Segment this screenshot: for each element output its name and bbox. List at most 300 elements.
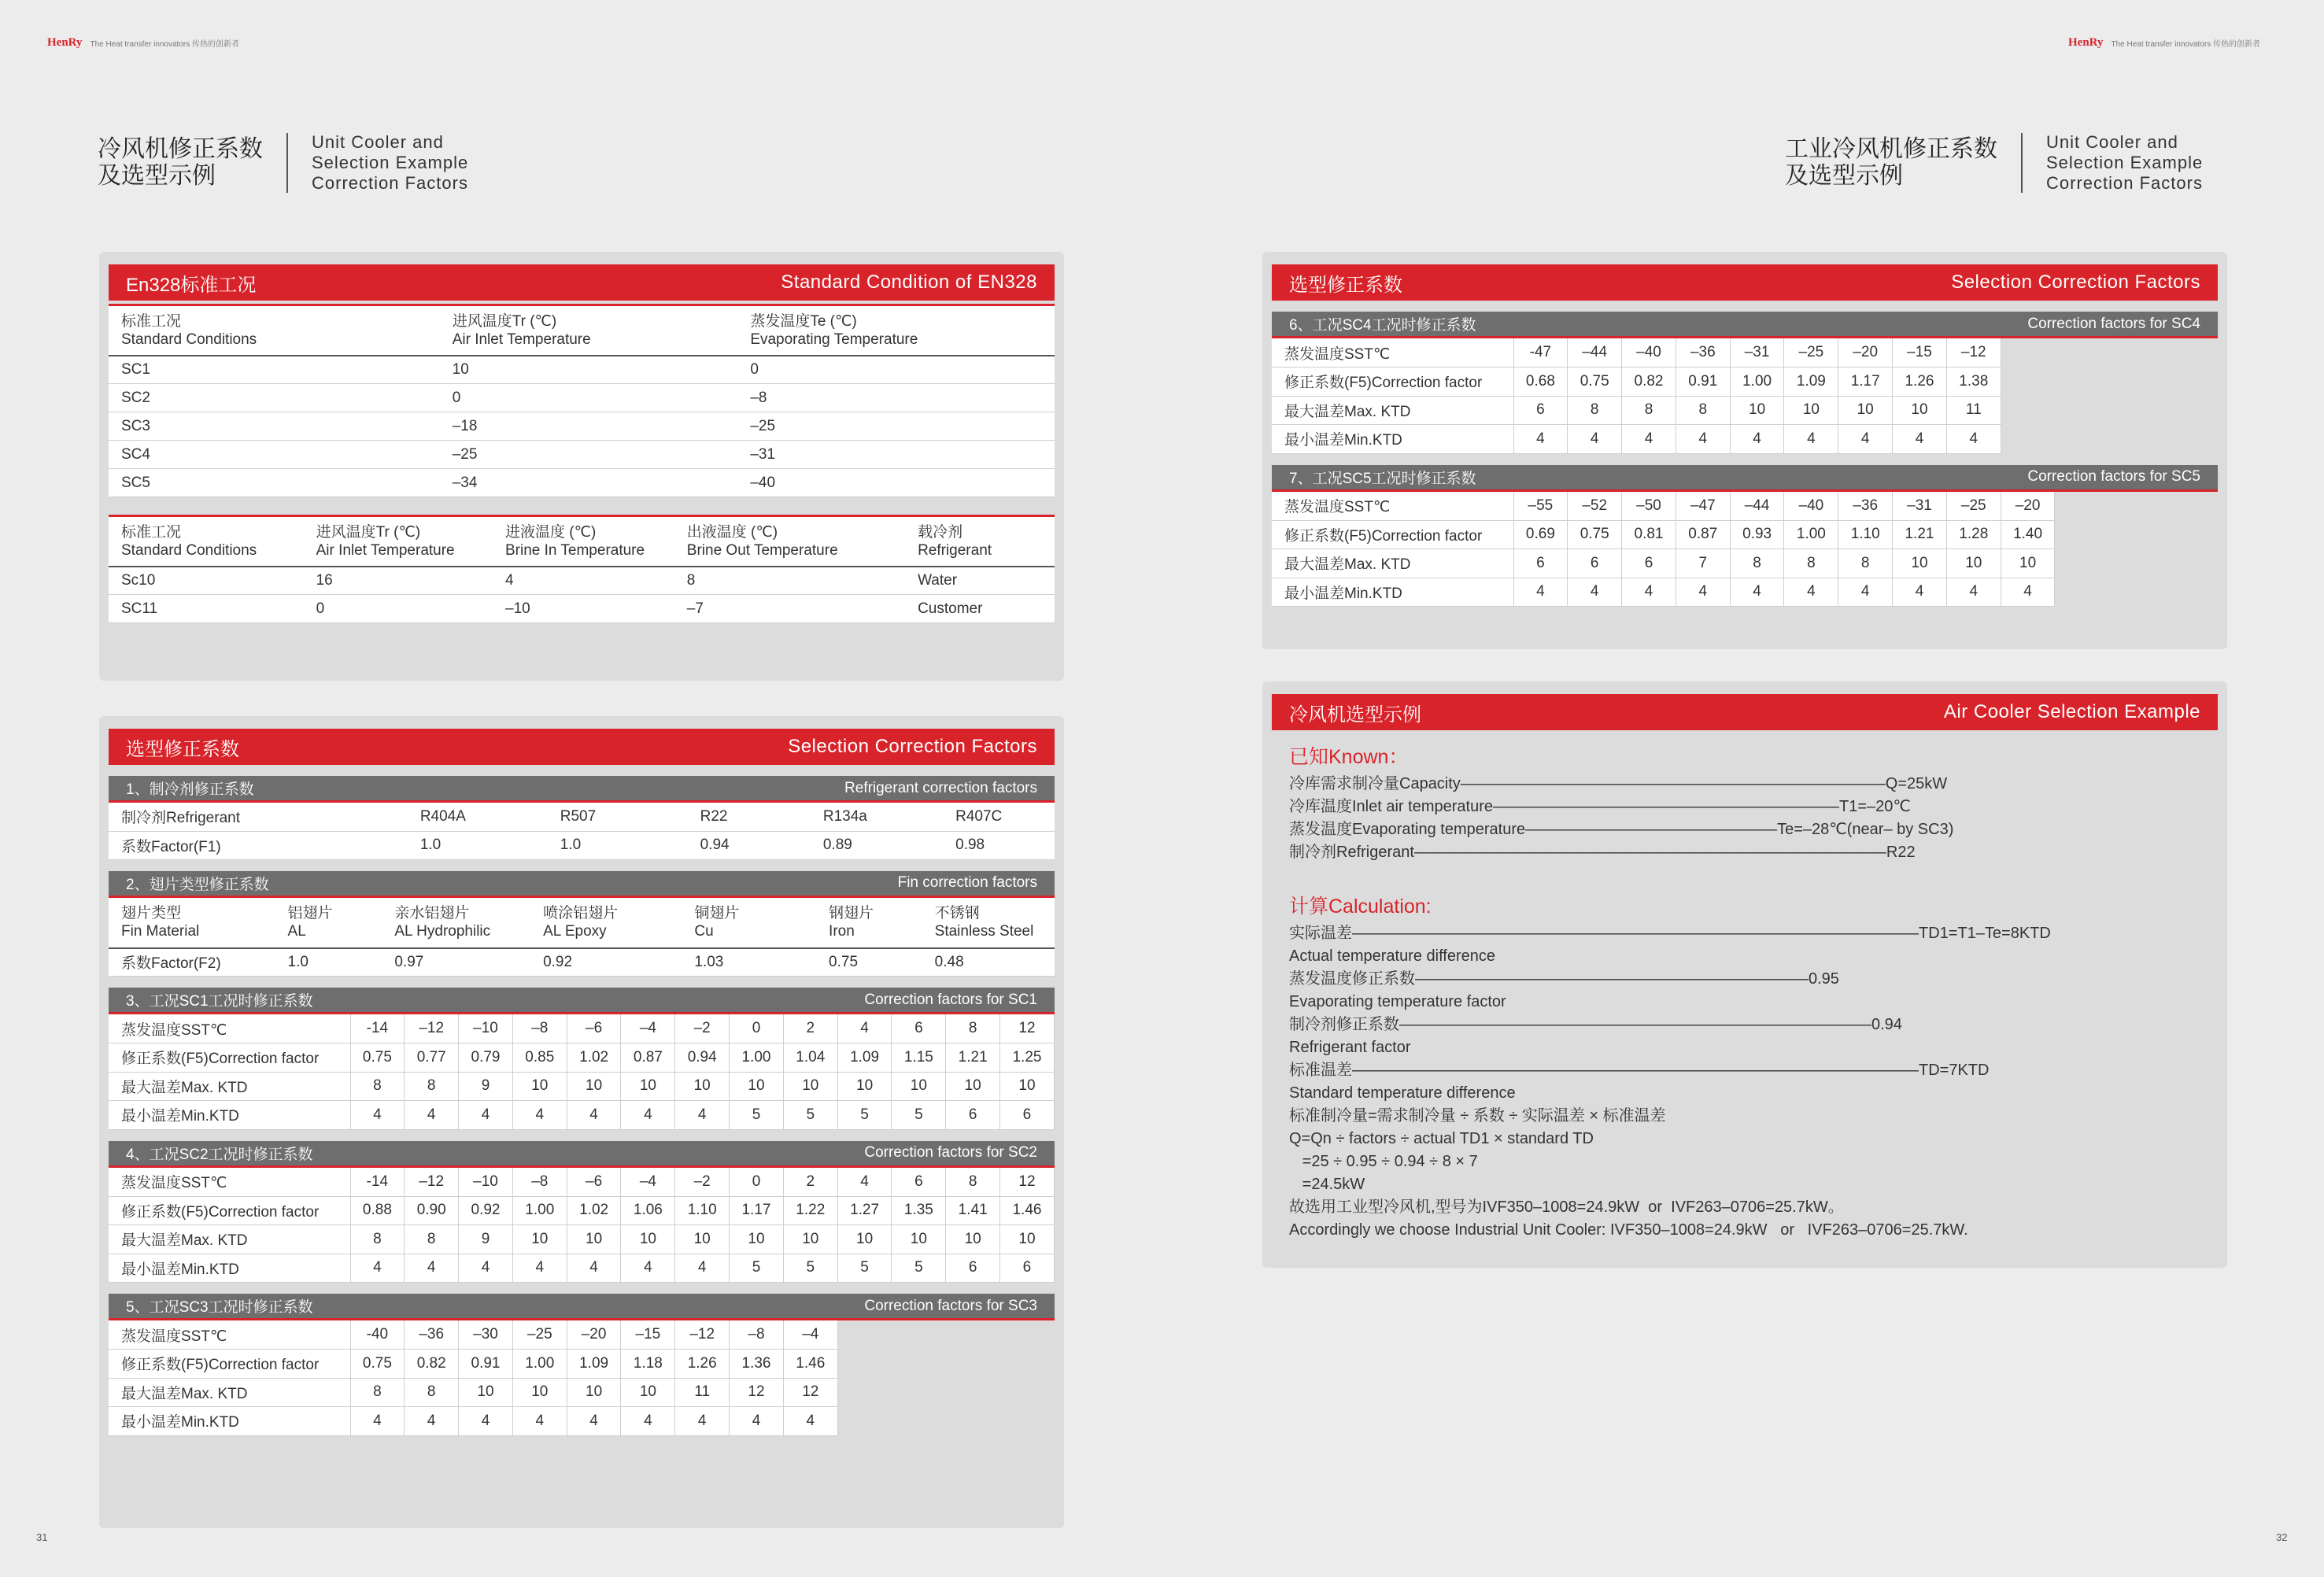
- table-cell: 0.75: [1568, 520, 1622, 549]
- known-line: 冷库需求制冷量Capacity———————————————————————————Q=25kW: [1289, 775, 1948, 792]
- row-label: 最小温差Min.KTD: [1272, 578, 1513, 607]
- table-cell: 12: [1000, 1168, 1055, 1197]
- table-cell: 1.21: [946, 1043, 1000, 1073]
- table-cell: 1.09: [837, 1043, 892, 1073]
- table-cell: 2: [783, 1168, 837, 1197]
- table-header-row: [109, 305, 1055, 356]
- table-cell: 0.81: [1622, 520, 1676, 549]
- table-cell: -14: [350, 1014, 405, 1043]
- table-cell: 1.15: [892, 1043, 946, 1073]
- table-cell: 6: [1000, 1254, 1055, 1283]
- table-cell: 4: [2001, 578, 2055, 607]
- row-label: 修正系数(F5)Correction factor: [1272, 520, 1513, 549]
- section-title-cn: 选型修正系数: [126, 738, 239, 760]
- table-cell: 8: [1568, 396, 1622, 425]
- table-cell: 10: [783, 1225, 837, 1254]
- table-row: SC5 –34 –40: [109, 469, 1055, 497]
- table-cell: 1.00: [1730, 367, 1784, 397]
- table-row: 系数Factor(F2) 1.0 0.97 0.92 1.03 0.75 0.48: [109, 948, 1055, 977]
- table-cell: 10: [621, 1225, 675, 1254]
- table-cell: 10: [512, 1225, 567, 1254]
- table-cell: 5: [892, 1101, 946, 1130]
- table-cell: –4: [621, 1014, 675, 1043]
- row-label: 修正系数(F5)Correction factor: [109, 1350, 350, 1379]
- table-cell: –10: [459, 1014, 513, 1043]
- subsection-title-cn: 3、工况SC1工况时修正系数: [126, 993, 313, 1010]
- table-row: 系数Factor(F1) 1.0 1.0 0.94 0.89 0.98: [109, 831, 1055, 859]
- table-cell: –2: [675, 1168, 730, 1197]
- table-row: [109, 1101, 1054, 1130]
- table-cell: 0.87: [621, 1043, 675, 1073]
- table-cell: 10: [837, 1225, 892, 1254]
- example-header: [1272, 694, 2218, 730]
- table-cell: 0.79: [459, 1043, 513, 1073]
- table-cell: 4: [837, 1168, 892, 1197]
- table-cell: 6: [1513, 396, 1568, 425]
- table-cell: 1.09: [567, 1350, 621, 1379]
- table-cell: –25: [512, 1320, 567, 1350]
- table-row: [109, 1168, 1054, 1197]
- table-cell: –36: [405, 1320, 459, 1350]
- table-cell: 4: [512, 1254, 567, 1283]
- table-row: [1272, 578, 2055, 607]
- row-label: 最大温差Max. KTD: [109, 1225, 350, 1254]
- table-cell: 8: [405, 1378, 459, 1407]
- section-title-en: Standard Condition of EN328: [781, 271, 1037, 293]
- calc-line: Evaporating temperature factor: [1289, 993, 1506, 1010]
- subsection-title-en: Correction factors for SC3: [864, 1297, 1037, 1314]
- table-cell: 0: [730, 1168, 784, 1197]
- table-cell: 4: [1513, 578, 1568, 607]
- table-cell: 4: [783, 1407, 837, 1436]
- table-row: [109, 1072, 1054, 1101]
- table-cell: 1.46: [783, 1350, 837, 1379]
- table-cell: –2: [675, 1014, 730, 1043]
- example-body: [1272, 730, 2218, 1242]
- section-title-cn: 冷风机选型示例: [1289, 704, 1421, 726]
- table-cell: 1.46: [1000, 1196, 1055, 1225]
- row-label: 最大温差Max. KTD: [1272, 549, 1513, 578]
- table-row: [109, 1407, 837, 1436]
- table-row: SC11 0 –10 –7 Customer: [109, 595, 1055, 623]
- table-cell: 4: [567, 1101, 621, 1130]
- col-header: 蒸发温度Te (℃) Evaporating Temperature: [737, 305, 1055, 356]
- table-cell: –55: [1513, 492, 1568, 521]
- title-cn: 工业冷风机修正系数 及选型示例: [1785, 136, 1997, 189]
- col-header: 出液温度 (℃) Brine Out Temperature: [674, 516, 905, 567]
- table-row: [109, 1254, 1054, 1283]
- table-cell: 4: [350, 1407, 405, 1436]
- table-row: [1272, 549, 2055, 578]
- table-cell: –52: [1568, 492, 1622, 521]
- table-cell: 4: [621, 1254, 675, 1283]
- table-cell: 1.18: [621, 1350, 675, 1379]
- table-cell: –44: [1730, 492, 1784, 521]
- table-row: [109, 1350, 837, 1379]
- table-cell: 9: [459, 1225, 513, 1254]
- title-divider: [286, 133, 288, 193]
- table-cell: –12: [675, 1320, 730, 1350]
- table-cell: 11: [1946, 396, 2001, 425]
- subsection-title-cn: 6、工况SC4工况时修正系数: [1289, 317, 1476, 334]
- table-cell: 0.75: [1568, 367, 1622, 397]
- table-cell: 4: [675, 1254, 730, 1283]
- table-cell: 4: [405, 1254, 459, 1283]
- table-cell: 10: [946, 1072, 1000, 1101]
- table-cell: 4: [1676, 578, 1730, 607]
- table-cell: 10: [512, 1072, 567, 1101]
- table-cell: 4: [567, 1407, 621, 1436]
- sc4-subheader: [1272, 312, 2218, 338]
- table-cell: –8: [512, 1014, 567, 1043]
- fin-subheader: [109, 871, 1055, 898]
- brand-logo: HenRy: [47, 36, 83, 49]
- title-divider: [2021, 133, 2023, 193]
- table-cell: 10: [1893, 396, 1947, 425]
- table-cell: 10: [892, 1225, 946, 1254]
- table-row: SC2 0 –8: [109, 384, 1055, 412]
- table-cell: 4: [567, 1254, 621, 1283]
- table-cell: 0.91: [459, 1350, 513, 1379]
- table-cell: 8: [350, 1378, 405, 1407]
- col-header: 标准工况 Standard Conditions: [109, 516, 304, 567]
- table-cell: 1.02: [567, 1043, 621, 1073]
- en328-table-2: [109, 515, 1055, 623]
- table-cell: 1.17: [1838, 367, 1893, 397]
- table-cell: –15: [1893, 338, 1947, 367]
- col-header: 进风温度Tr (℃) Air Inlet Temperature: [440, 305, 738, 356]
- table-cell: 4: [512, 1407, 567, 1436]
- table-cell: 4: [1568, 425, 1622, 454]
- en328-header: [109, 264, 1055, 301]
- section-title-en: Air Cooler Selection Example: [1943, 701, 2200, 722]
- table-cell: 4: [1730, 578, 1784, 607]
- table-cell: 1.17: [730, 1196, 784, 1225]
- known-line: 蒸发温度Evaporating temperature————————————————Te=–28℃(near– by SC3): [1289, 821, 1954, 838]
- table-cell: 10: [730, 1225, 784, 1254]
- table-cell: 10: [459, 1378, 513, 1407]
- table-cell: –12: [1946, 338, 2001, 367]
- en328-table-1: [109, 304, 1055, 497]
- fin-table: [109, 898, 1055, 977]
- calc-line: 蒸发温度修正系数—————————————————————————0.95: [1289, 970, 1839, 988]
- table-cell: 10: [1838, 396, 1893, 425]
- table-cell: 8: [1622, 396, 1676, 425]
- table-cell: –44: [1568, 338, 1622, 367]
- table-cell: 8: [405, 1225, 459, 1254]
- table-cell: 4: [1622, 578, 1676, 607]
- table-cell: 0.85: [512, 1043, 567, 1073]
- table-row: [109, 1320, 837, 1350]
- table-cell: –6: [567, 1014, 621, 1043]
- subsection-title-en: Correction factors for SC5: [2027, 468, 2200, 485]
- table-cell: 4: [675, 1407, 730, 1436]
- table-cell: 6: [892, 1168, 946, 1197]
- table-header-row: 翅片类型 Fin Material 铝翅片 AL 亲水铝翅片 AL Hydrophilic 喷涂铝翅片 AL Epoxy 铜翅片 Cu 钢翅片 Iron 不锈钢 Stainless Steel: [109, 898, 1055, 948]
- table-cell: –15: [621, 1320, 675, 1350]
- table-cell: 6: [892, 1014, 946, 1043]
- table-cell: –30: [459, 1320, 513, 1350]
- row-label: 最小温差Min.KTD: [109, 1254, 350, 1283]
- table-cell: –36: [1838, 492, 1893, 521]
- table-cell: 4: [1893, 578, 1947, 607]
- row-label: 蒸发温度SST℃: [109, 1168, 350, 1197]
- table-cell: –12: [405, 1168, 459, 1197]
- calc-line: 标准温差————————————————————————————————————TD=7KTD: [1289, 1062, 1990, 1079]
- calc-line: Accordingly we choose Industrial Unit Cooler: IVF350–1008=24.9kW or IVF263–0706=25.7kW.: [1289, 1221, 1968, 1239]
- title-en: Unit Cooler and Selection Example Correction Factors: [2046, 132, 2204, 193]
- table-cell: 1.00: [512, 1196, 567, 1225]
- table-cell: 0.75: [350, 1350, 405, 1379]
- table-cell: 6: [1622, 549, 1676, 578]
- calc-line: Standard temperature difference: [1289, 1084, 1516, 1102]
- table-row: [109, 1378, 837, 1407]
- subsection-title-cn: 2、翅片类型修正系数: [126, 876, 269, 893]
- table-row: [109, 1043, 1054, 1073]
- calc-line: =25 ÷ 0.95 ÷ 0.94 ÷ 8 × 7: [1289, 1153, 1478, 1170]
- subsection-title-cn: 5、工况SC3工况时修正系数: [126, 1299, 313, 1316]
- table-cell: 10: [675, 1225, 730, 1254]
- page-number-right: 32: [2276, 1531, 2288, 1543]
- table-cell: 0.82: [1622, 367, 1676, 397]
- table-cell: 10: [512, 1378, 567, 1407]
- calc-line: Refrigerant factor: [1289, 1039, 1411, 1056]
- calc-line: 标准制冷量=需求制冷量 ÷ 系数 ÷ 实际温差 × 标准温差: [1289, 1107, 1666, 1125]
- table-cell: 4: [1946, 425, 2001, 454]
- table-cell: 0.93: [1730, 520, 1784, 549]
- calc-line: Actual temperature difference: [1289, 947, 1496, 965]
- row-label: 修正系数(F5)Correction factor: [109, 1196, 350, 1225]
- table-cell: 6: [1000, 1101, 1055, 1130]
- table-cell: 4: [1784, 578, 1838, 607]
- calc-line: 故选用工业型冷风机,型号为IVF350–1008=24.9kW or IVF263–0706=25.7kW。: [1289, 1198, 1844, 1216]
- brand-left: [47, 36, 239, 50]
- table-cell: 4: [1946, 578, 2001, 607]
- table-cell: –31: [1730, 338, 1784, 367]
- table-cell: 10: [837, 1072, 892, 1101]
- table-cell: 8: [350, 1225, 405, 1254]
- table-header-row: [109, 516, 1055, 567]
- table-cell: 8: [350, 1072, 405, 1101]
- subsection-title-en: Correction factors for SC2: [864, 1144, 1037, 1161]
- table-cell: –4: [783, 1320, 837, 1350]
- table-cell: 5: [892, 1254, 946, 1283]
- table-cell: 10: [621, 1072, 675, 1101]
- table-cell: 4: [675, 1101, 730, 1130]
- table-cell: 8: [946, 1014, 1000, 1043]
- calc-line: Q=Qn ÷ factors ÷ actual TD1 × standard TD: [1289, 1130, 1594, 1147]
- table-cell: –40: [1784, 492, 1838, 521]
- table-cell: 0.88: [350, 1196, 405, 1225]
- table-cell: 10: [567, 1072, 621, 1101]
- table-cell: 4: [1676, 425, 1730, 454]
- brand-right: [2068, 36, 2260, 50]
- table-cell: 1.27: [837, 1196, 892, 1225]
- subsection-title-cn: 4、工况SC2工况时修正系数: [126, 1146, 313, 1163]
- sc5-subheader: [1272, 465, 2218, 492]
- section-title-en: Selection Correction Factors: [788, 736, 1037, 757]
- table-cell: –40: [1622, 338, 1676, 367]
- table-cell: 10: [1946, 549, 2001, 578]
- table-row: [109, 1225, 1054, 1254]
- col-header: 进风温度Tr (℃) Air Inlet Temperature: [304, 516, 493, 567]
- sc4-table: [1272, 338, 2001, 454]
- table-cell: –20: [567, 1320, 621, 1350]
- table-cell: 10: [1000, 1072, 1055, 1101]
- subsection-title-en: Refrigerant correction factors: [844, 779, 1037, 796]
- row-label: 蒸发温度SST℃: [109, 1320, 350, 1350]
- left-page-title: [98, 132, 468, 194]
- table-row: SC1 10 0: [109, 356, 1055, 384]
- table-cell: –8: [730, 1320, 784, 1350]
- table-cell: 5: [837, 1101, 892, 1130]
- table-cell: 0.90: [405, 1196, 459, 1225]
- refrigerant-table: [109, 803, 1055, 860]
- table-cell: 9: [459, 1072, 513, 1101]
- row-label: 修正系数(F5)Correction factor: [109, 1043, 350, 1073]
- table-cell: 4: [1622, 425, 1676, 454]
- table-cell: 1.02: [567, 1196, 621, 1225]
- table-cell: 0.94: [675, 1043, 730, 1073]
- table-cell: 10: [1730, 396, 1784, 425]
- table-cell: 8: [946, 1168, 1000, 1197]
- table-cell: 4: [459, 1254, 513, 1283]
- table-cell: 10: [567, 1378, 621, 1407]
- table-cell: 10: [621, 1378, 675, 1407]
- subsection-title-en: Fin correction factors: [897, 874, 1037, 891]
- table-cell: 4: [1568, 578, 1622, 607]
- en328-panel: [99, 252, 1064, 681]
- table-cell: –36: [1676, 338, 1730, 367]
- table-cell: 0.77: [405, 1043, 459, 1073]
- brand-logo: HenRy: [2068, 36, 2104, 49]
- row-label: 最小温差Min.KTD: [1272, 425, 1513, 454]
- table-cell: 10: [567, 1225, 621, 1254]
- table-cell: 1.41: [946, 1196, 1000, 1225]
- known-line: 冷库温度Inlet air temperature——————————————————————T1=–20℃: [1289, 798, 1911, 815]
- table-cell: 5: [783, 1101, 837, 1130]
- table-cell: 4: [1784, 425, 1838, 454]
- table-cell: 1.00: [730, 1043, 784, 1073]
- calc-heading: 计算Calculation:: [1289, 896, 1432, 918]
- section-title-cn: En328标准工况: [126, 274, 257, 296]
- table-row: [1272, 520, 2055, 549]
- title-en: Unit Cooler and Selection Example Correction Factors: [312, 132, 469, 193]
- subsection-title-cn: 7、工况SC5工况时修正系数: [1289, 470, 1476, 487]
- table-cell: 7: [1676, 549, 1730, 578]
- table-cell: –8: [512, 1168, 567, 1197]
- table-cell: –20: [2001, 492, 2055, 521]
- table-cell: 10: [675, 1072, 730, 1101]
- table-cell: 1.22: [783, 1196, 837, 1225]
- section-title-cn: 选型修正系数: [1289, 274, 1402, 296]
- table-cell: 4: [621, 1407, 675, 1436]
- table-cell: 1.26: [1893, 367, 1947, 397]
- table-cell: 1.00: [1784, 520, 1838, 549]
- table-cell: –10: [459, 1168, 513, 1197]
- table-cell: 4: [1893, 425, 1947, 454]
- table-cell: 0.69: [1513, 520, 1568, 549]
- table-cell: 4: [459, 1101, 513, 1130]
- table-cell: 0.87: [1676, 520, 1730, 549]
- subsection-title-en: Correction factors for SC4: [2027, 315, 2200, 332]
- table-cell: 1.21: [1893, 520, 1947, 549]
- table-cell: 4: [405, 1407, 459, 1436]
- table-row: [1272, 338, 2001, 367]
- table-cell: 6: [946, 1254, 1000, 1283]
- table-cell: 0.91: [1676, 367, 1730, 397]
- table-cell: 10: [1893, 549, 1947, 578]
- table-cell: 1.25: [1000, 1043, 1055, 1073]
- table-row: [1272, 492, 2055, 521]
- table-cell: 10: [1000, 1225, 1055, 1254]
- table-cell: 8: [1838, 549, 1893, 578]
- table-cell: 8: [1676, 396, 1730, 425]
- col-header: 载冷剂 Refrigerant: [905, 516, 1055, 567]
- row-label: 最大温差Max. KTD: [109, 1378, 350, 1407]
- known-line: 制冷剂Refrigerant——————————————————————————————R22: [1289, 844, 1916, 861]
- table-cell: -47: [1513, 338, 1568, 367]
- calc-line: 制冷剂修正系数——————————————————————————————0.94: [1289, 1016, 1902, 1033]
- selection-right-panel: [1262, 252, 2227, 649]
- table-row: SC3 –18 –25: [109, 412, 1055, 441]
- table-cell: 1.38: [1946, 367, 2001, 397]
- selection-header: [1272, 264, 2218, 301]
- table-cell: 4: [512, 1101, 567, 1130]
- table-cell: –12: [405, 1014, 459, 1043]
- table-cell: 10: [1784, 396, 1838, 425]
- table-cell: –4: [621, 1168, 675, 1197]
- sc1-subheader: [109, 988, 1055, 1014]
- table-cell: 12: [730, 1378, 784, 1407]
- table-cell: 1.36: [730, 1350, 784, 1379]
- table-cell: –47: [1676, 492, 1730, 521]
- table-cell: 1.40: [2001, 520, 2055, 549]
- table-cell: 10: [783, 1072, 837, 1101]
- table-cell: 4: [730, 1407, 784, 1436]
- table-cell: 6: [1568, 549, 1622, 578]
- known-heading: 已知Known：: [1289, 746, 1409, 768]
- table-cell: 0: [730, 1014, 784, 1043]
- table-cell: –31: [1893, 492, 1947, 521]
- table-row: [1272, 425, 2001, 454]
- calc-line: =24.5kW: [1289, 1176, 1365, 1193]
- table-cell: 12: [783, 1378, 837, 1407]
- table-cell: –6: [567, 1168, 621, 1197]
- table-cell: 1.04: [783, 1043, 837, 1073]
- table-cell: 12: [1000, 1014, 1055, 1043]
- table-cell: –25: [1946, 492, 2001, 521]
- row-label: 蒸发温度SST℃: [109, 1014, 350, 1043]
- table-cell: 1.10: [1838, 520, 1893, 549]
- selection-header: [109, 729, 1055, 765]
- page-number-left: 31: [36, 1531, 48, 1543]
- table-row: [109, 1196, 1054, 1225]
- table-cell: 5: [837, 1254, 892, 1283]
- table-cell: 4: [405, 1101, 459, 1130]
- table-cell: 0.82: [405, 1350, 459, 1379]
- refrigerant-subheader: [109, 776, 1055, 803]
- table-cell: 6: [946, 1101, 1000, 1130]
- brand-tagline: The Heat transfer innovators 传热的创新者: [2111, 40, 2260, 49]
- table-cell: –50: [1622, 492, 1676, 521]
- table-cell: 1.00: [512, 1350, 567, 1379]
- table-cell: 4: [350, 1254, 405, 1283]
- table-cell: -14: [350, 1168, 405, 1197]
- table-cell: 5: [783, 1254, 837, 1283]
- row-label: 蒸发温度SST℃: [1272, 338, 1513, 367]
- table-row: [1272, 396, 2001, 425]
